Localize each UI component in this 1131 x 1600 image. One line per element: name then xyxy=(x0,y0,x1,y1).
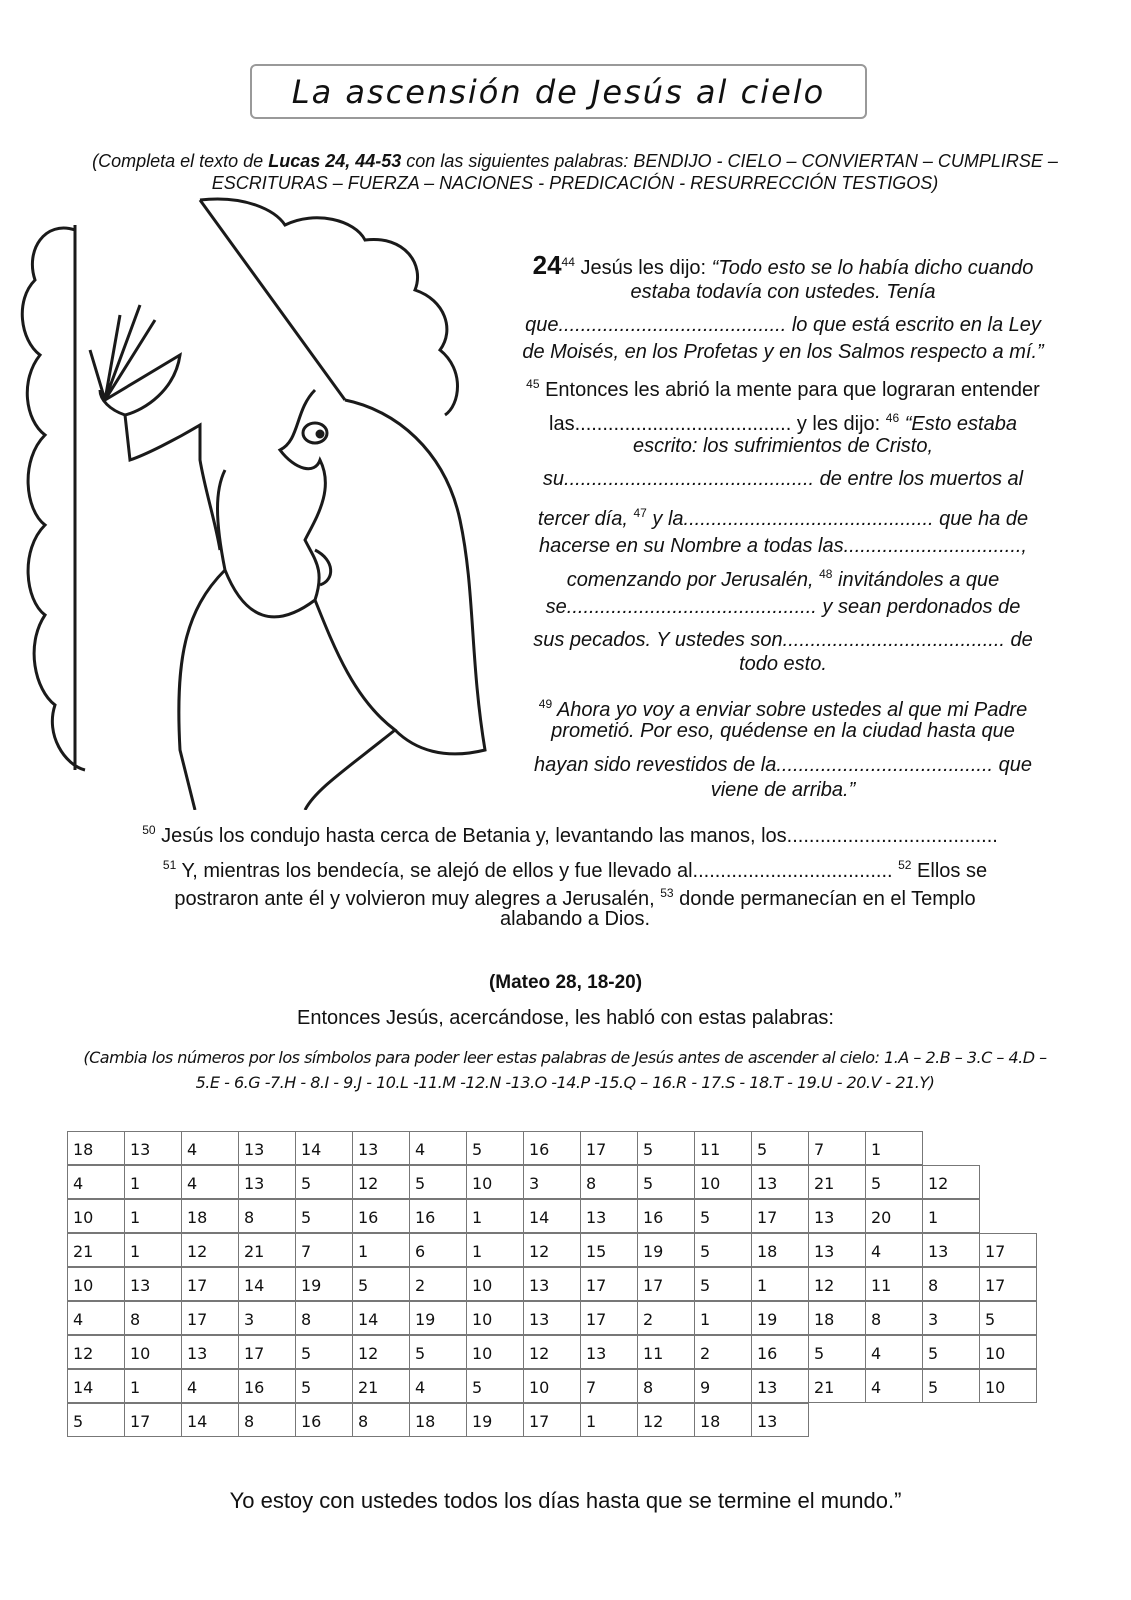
passage-line xyxy=(711,778,856,802)
grid-cell: 5 xyxy=(808,1335,866,1369)
passage-text: viene de arriba.” xyxy=(710,779,856,801)
grid-cell: 10 xyxy=(466,1335,524,1369)
grid-cell: 10 xyxy=(466,1301,524,1335)
grid-cell: 5 xyxy=(637,1131,695,1165)
grid-cell: 21 xyxy=(352,1369,410,1403)
grid-cell: 13 xyxy=(580,1335,638,1369)
passage-text: su............................................. de entre los muertos al xyxy=(542,468,1024,490)
grid-cell: 14 xyxy=(523,1199,581,1233)
grid-cell: 17 xyxy=(751,1199,809,1233)
grid-cell: 17 xyxy=(124,1403,182,1437)
grid-cell: 12 xyxy=(523,1233,581,1267)
passage-text: Ellos se xyxy=(911,860,988,882)
grid-cell: 12 xyxy=(352,1165,410,1199)
grid-cell: 1 xyxy=(694,1301,752,1335)
grid-cell: 10 xyxy=(466,1165,524,1199)
grid-cell: 5 xyxy=(67,1403,125,1437)
grid-cell: 17 xyxy=(580,1301,638,1335)
grid-cell: 5 xyxy=(466,1131,524,1165)
grid-cell: 5 xyxy=(694,1267,752,1301)
passage-line xyxy=(533,628,1033,652)
grid-cell: 13 xyxy=(751,1165,809,1199)
grid-row xyxy=(67,1335,1036,1369)
grid-cell: 2 xyxy=(694,1335,752,1369)
grid-cell: 17 xyxy=(238,1335,296,1369)
closing-quote: Yo estoy con ustedes todos los días hasta que se termine el mundo.” xyxy=(229,1488,902,1513)
grid-cell: 13 xyxy=(751,1369,809,1403)
bible-reference: Lucas 24, 44-53 xyxy=(268,151,402,171)
grid-cell: 16 xyxy=(751,1335,809,1369)
word-bank: con las siguientes palabras: BENDIJO - CIELO – CONVIERTAN – CUMPLIRSE – ESCRITURAS – FUERZA – NACIONES - PREDICACIÓN - RESURRECCIÓN TESTIGOS) xyxy=(211,151,1058,193)
grid-cell: 4 xyxy=(409,1131,467,1165)
grid-cell: 14 xyxy=(238,1267,296,1301)
grid-cell: 5 xyxy=(295,1165,353,1199)
grid-cell: 4 xyxy=(865,1335,923,1369)
passage-line xyxy=(534,753,1032,777)
grid-cell: 7 xyxy=(580,1369,638,1403)
grid-cell: 13 xyxy=(808,1233,866,1267)
grid-cell: 1 xyxy=(751,1267,809,1301)
passage-text: alabando a Dios. xyxy=(499,908,651,930)
grid-cell: 5 xyxy=(751,1131,809,1165)
grid-cell: 1 xyxy=(466,1199,524,1233)
grid-cell: 3 xyxy=(238,1301,296,1335)
grid-cell: 18 xyxy=(67,1131,125,1165)
passage-text: Jesús los condujo hasta cerca de Betania y, levantando las manos, los...................................... xyxy=(155,825,998,847)
passage-line xyxy=(567,562,1000,592)
grid-cell: 8 xyxy=(295,1301,353,1335)
passage-text: se............................................. y sean perdonados de xyxy=(545,596,1021,618)
grid-cell: 5 xyxy=(922,1369,980,1403)
grid-cell: 5 xyxy=(865,1165,923,1199)
passage-line xyxy=(551,719,1015,743)
grid-cell: 21 xyxy=(808,1369,866,1403)
grid-cell: 4 xyxy=(409,1369,467,1403)
grid-cell: 15 xyxy=(580,1233,638,1267)
grid-cell: 1 xyxy=(124,1369,182,1403)
grid-cell: 16 xyxy=(238,1369,296,1403)
passage-line xyxy=(142,818,998,848)
passage-line xyxy=(630,280,935,304)
grid-row xyxy=(67,1403,1036,1437)
grid-cell: 10 xyxy=(67,1199,125,1233)
grid-cell: 13 xyxy=(922,1233,980,1267)
grid-cell: 21 xyxy=(238,1233,296,1267)
passage-line xyxy=(538,501,1028,531)
grid-cell: 4 xyxy=(181,1369,239,1403)
grid-cell: 11 xyxy=(637,1335,695,1369)
chapter-number: 24 xyxy=(532,250,562,280)
grid-cell: 21 xyxy=(67,1233,125,1267)
grid-cell: 3 xyxy=(523,1165,581,1199)
verse-number: 52 xyxy=(898,858,912,872)
grid-cell: 4 xyxy=(865,1369,923,1403)
grid-cell: 1 xyxy=(124,1199,182,1233)
grid-cell: 8 xyxy=(238,1199,296,1233)
grid-cell: 10 xyxy=(523,1369,581,1403)
grid-cell: 8 xyxy=(580,1165,638,1199)
grid-cell: 5 xyxy=(637,1165,695,1199)
grid-cell: 10 xyxy=(67,1267,125,1301)
grid-cell: 5 xyxy=(694,1199,752,1233)
grid-cell: 19 xyxy=(466,1403,524,1437)
passage-text: todo esto. xyxy=(739,653,827,675)
passage-text: “Todo esto se lo había dicho cuando xyxy=(711,257,1034,279)
verse-number: 44 xyxy=(561,255,575,269)
page-title: La ascensión de Jesús al cielo xyxy=(250,64,867,119)
grid-cell: 10 xyxy=(124,1335,182,1369)
grid-cell: 12 xyxy=(67,1335,125,1369)
grid-cell: 1 xyxy=(124,1165,182,1199)
grid-row xyxy=(67,1301,1036,1335)
grid-cell: 13 xyxy=(580,1199,638,1233)
passage-text: las....................................... y les dijo: xyxy=(549,413,886,435)
grid-cell: 18 xyxy=(694,1403,752,1437)
passage-text: hacerse en su Nombre a todas las................................, xyxy=(539,535,1027,557)
verse-number: 50 xyxy=(142,823,156,837)
grid-cell: 14 xyxy=(181,1403,239,1437)
passage-text: prometió. Por eso, quédense en la ciudad hasta que xyxy=(551,720,1015,742)
grid-cell: 21 xyxy=(808,1165,866,1199)
grid-cell: 16 xyxy=(352,1199,410,1233)
grid-cell: 16 xyxy=(637,1199,695,1233)
passage-text: Jesús les dijo: xyxy=(574,257,712,279)
grid-cell: 17 xyxy=(181,1301,239,1335)
grid-cell: 17 xyxy=(523,1403,581,1437)
grid-cell: 13 xyxy=(124,1131,182,1165)
grid-cell: 11 xyxy=(865,1267,923,1301)
grid-cell: 12 xyxy=(181,1233,239,1267)
mateo-intro: Entonces Jesús, acercándose, les habló con estas palabras: xyxy=(297,1007,834,1029)
grid-cell: 2 xyxy=(637,1301,695,1335)
grid-cell: 12 xyxy=(808,1267,866,1301)
verse-number: 47 xyxy=(633,506,647,520)
grid-row xyxy=(67,1165,1036,1199)
grid-cell: 1 xyxy=(580,1403,638,1437)
cipher-instructions: (Cambia los números por los símbolos para poder leer estas palabras de Jesús antes de ascender al cielo: 1.A – 2.B – 3.C – 4.D – 5.E - 6.G -7.H - 8.I - 9.J - 10.L -11.M -12.N -13.O -14.P -15.Q – 16.R - 17.S - 18.T - 19.U - 20.V - 21.Y) xyxy=(83,1048,1047,1092)
grid-cell: 5 xyxy=(295,1369,353,1403)
grid-cell: 8 xyxy=(238,1403,296,1437)
grid-cell: 16 xyxy=(523,1131,581,1165)
grid-cell: 18 xyxy=(808,1301,866,1335)
grid-cell: 6 xyxy=(409,1233,467,1267)
grid-cell: 13 xyxy=(808,1199,866,1233)
instructions xyxy=(80,150,1070,194)
passage-text: que......................................... lo que está escrito en la Ley xyxy=(525,314,1041,336)
passage-line xyxy=(525,313,1041,337)
grid-cell: 4 xyxy=(865,1233,923,1267)
grid-cell: 19 xyxy=(751,1301,809,1335)
grid-cell: 5 xyxy=(409,1165,467,1199)
passage-line xyxy=(533,250,1034,280)
grid-cell: 12 xyxy=(523,1335,581,1369)
verse-number: 48 xyxy=(819,567,833,581)
grid-cell: 7 xyxy=(808,1131,866,1165)
passage-text: “Esto estaba xyxy=(899,413,1017,435)
grid-cell: 18 xyxy=(751,1233,809,1267)
verse-number: 45 xyxy=(526,377,540,391)
grid-cell: 18 xyxy=(409,1403,467,1437)
passage-text: escrito: los sufrimientos de Cristo, xyxy=(632,435,934,457)
grid-cell: 8 xyxy=(352,1403,410,1437)
grid-cell: 5 xyxy=(409,1335,467,1369)
grid-cell: 19 xyxy=(409,1301,467,1335)
grid-cell: 16 xyxy=(295,1403,353,1437)
passage-line xyxy=(633,434,933,458)
passage-text: de Moisés, en los Profetas y en los Salmos respecto a mí.” xyxy=(522,341,1044,363)
passage-line xyxy=(539,534,1027,558)
passage-text: y la............................................. que ha de xyxy=(646,508,1029,530)
grid-cell: 8 xyxy=(865,1301,923,1335)
grid-cell: 17 xyxy=(979,1233,1037,1267)
grid-cell: 19 xyxy=(637,1233,695,1267)
passage-text: Ahora yo voy a enviar sobre ustedes al que mi Padre xyxy=(552,699,1028,721)
grid-row xyxy=(67,1267,1036,1301)
grid-cell: 4 xyxy=(181,1165,239,1199)
grid-row xyxy=(67,1369,1036,1403)
grid-cell: 14 xyxy=(352,1301,410,1335)
grid-cell: 1 xyxy=(124,1233,182,1267)
grid-cell: 5 xyxy=(922,1335,980,1369)
grid-cell: 5 xyxy=(295,1335,353,1369)
passage-text: sus pecados. Y ustedes son........................................ de xyxy=(533,629,1033,651)
grid-cell: 13 xyxy=(352,1131,410,1165)
grid-cell: 8 xyxy=(637,1369,695,1403)
grid-cell: 1 xyxy=(865,1131,923,1165)
grid-cell: 14 xyxy=(67,1369,125,1403)
grid-cell: 10 xyxy=(979,1369,1037,1403)
grid-cell: 1 xyxy=(352,1233,410,1267)
grid-cell: 17 xyxy=(580,1267,638,1301)
grid-cell: 12 xyxy=(352,1335,410,1369)
grid-cell: 5 xyxy=(295,1199,353,1233)
grid-row xyxy=(67,1233,1036,1267)
passage-line xyxy=(543,467,1023,491)
passage-text: tercer día, xyxy=(537,508,634,530)
grid-cell: 13 xyxy=(523,1267,581,1301)
grid-cell: 13 xyxy=(238,1165,296,1199)
grid-cell: 12 xyxy=(637,1403,695,1437)
grid-cell: 20 xyxy=(865,1199,923,1233)
grid-cell: 5 xyxy=(694,1233,752,1267)
grid-cell: 8 xyxy=(124,1301,182,1335)
grid-cell: 13 xyxy=(751,1403,809,1437)
passage-line xyxy=(163,853,987,883)
instructions-prefix: (Completa el texto de xyxy=(92,151,269,171)
passage-line xyxy=(539,692,1027,722)
verse-number: 49 xyxy=(538,697,553,711)
grid-cell: 10 xyxy=(694,1165,752,1199)
passage-line xyxy=(526,372,1040,402)
passage-line xyxy=(522,340,1043,364)
verse-number: 53 xyxy=(660,886,674,900)
grid-cell: 13 xyxy=(181,1335,239,1369)
grid-cell: 13 xyxy=(238,1131,296,1165)
grid-cell: 17 xyxy=(637,1267,695,1301)
passage-line xyxy=(549,406,1017,436)
passage-text: hayan sido revestidos de la....................................... que xyxy=(533,754,1033,776)
grid-cell: 17 xyxy=(181,1267,239,1301)
grid-cell: 14 xyxy=(295,1131,353,1165)
grid-cell: 5 xyxy=(352,1267,410,1301)
passage-text: postraron ante él y volvieron muy alegres a Jerusalén, xyxy=(174,888,661,910)
passage-text: invitándoles a que xyxy=(832,569,1000,591)
cipher-grid xyxy=(67,1131,1036,1437)
mateo-reference: (Mateo 28, 18-20) xyxy=(488,972,643,993)
grid-cell: 13 xyxy=(523,1301,581,1335)
grid-cell: 4 xyxy=(181,1131,239,1165)
passage-text: Entonces les abrió la mente para que lograran entender xyxy=(539,379,1040,401)
passage-line xyxy=(500,907,650,931)
grid-cell: 4 xyxy=(67,1165,125,1199)
grid-row xyxy=(67,1131,1036,1165)
verse-number: 51 xyxy=(162,858,177,872)
grid-cell: 5 xyxy=(979,1301,1037,1335)
grid-cell: 18 xyxy=(181,1199,239,1233)
grid-cell: 16 xyxy=(409,1199,467,1233)
grid-cell: 3 xyxy=(922,1301,980,1335)
grid-cell: 7 xyxy=(295,1233,353,1267)
grid-cell: 2 xyxy=(409,1267,467,1301)
verse-number: 46 xyxy=(885,411,900,425)
grid-cell: 8 xyxy=(922,1267,980,1301)
passage-line xyxy=(546,595,1021,619)
grid-cell: 1 xyxy=(922,1199,980,1233)
grid-cell: 12 xyxy=(922,1165,980,1199)
ascension-illustration xyxy=(15,190,505,810)
passage-text: comenzando por Jerusalén, xyxy=(566,569,820,591)
passage-text: donde permanecían en el Templo xyxy=(673,888,976,910)
grid-cell: 9 xyxy=(694,1369,752,1403)
grid-cell: 17 xyxy=(580,1131,638,1165)
grid-cell: 10 xyxy=(979,1335,1037,1369)
grid-row xyxy=(67,1199,1036,1233)
passage-text: Y, mientras los bendecía, se alejó de ellos y fue llevado al.................................... xyxy=(176,860,899,882)
grid-cell: 19 xyxy=(295,1267,353,1301)
grid-cell: 4 xyxy=(67,1301,125,1335)
grid-cell: 10 xyxy=(466,1267,524,1301)
grid-cell: 11 xyxy=(694,1131,752,1165)
grid-cell: 17 xyxy=(979,1267,1037,1301)
passage-line xyxy=(739,652,827,676)
grid-cell: 1 xyxy=(466,1233,524,1267)
passage-text: estaba todavía con ustedes. Tenía xyxy=(630,281,936,303)
grid-cell: 13 xyxy=(124,1267,182,1301)
grid-cell: 5 xyxy=(466,1369,524,1403)
